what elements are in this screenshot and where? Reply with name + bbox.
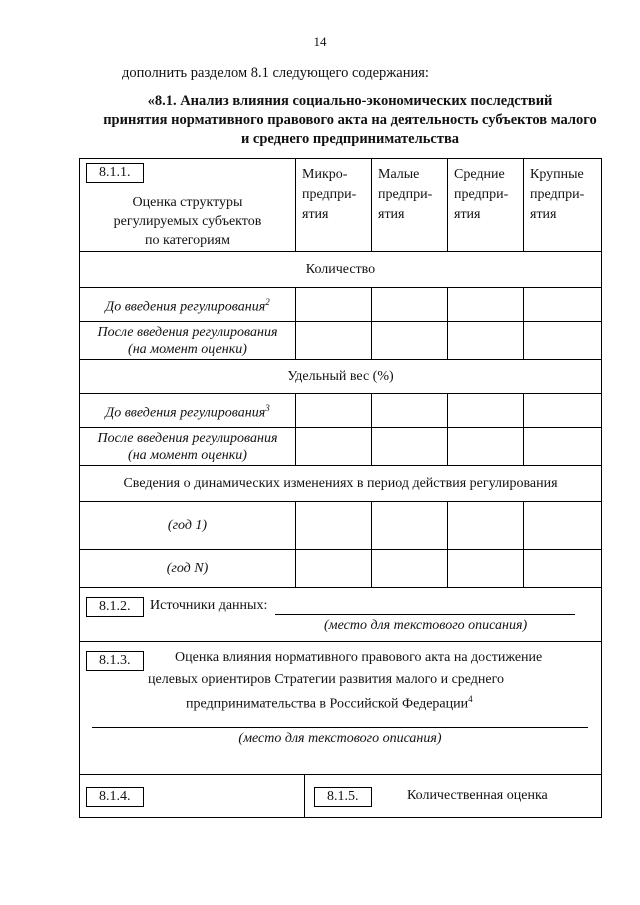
data-cell[interactable] bbox=[296, 394, 372, 428]
data-cell[interactable] bbox=[524, 394, 602, 428]
section-title bbox=[80, 92, 620, 149]
code-box: 8.1.3. bbox=[86, 651, 144, 671]
code-box: 8.1.1. bbox=[86, 163, 144, 183]
data-cell[interactable] bbox=[448, 428, 524, 466]
row-label-text: До введения регулирования bbox=[105, 405, 266, 421]
sources-row bbox=[80, 588, 602, 642]
column-header-line: предпри- bbox=[454, 187, 509, 202]
sources-placeholder: (место для текстового описания) bbox=[324, 618, 528, 633]
header-label-cell bbox=[80, 159, 296, 252]
column-header-line: Крупные bbox=[530, 167, 584, 182]
column-header-medium bbox=[448, 159, 524, 252]
column-header-small bbox=[372, 159, 448, 252]
impact-placeholder: (место для текстового описания) bbox=[238, 731, 442, 746]
data-cell[interactable] bbox=[524, 288, 602, 322]
data-cell[interactable] bbox=[524, 502, 602, 550]
sources-label: Источники данных: bbox=[150, 598, 268, 613]
row-label-line: (на момент оценки) bbox=[128, 447, 247, 463]
impact-text-line: целевых ориентиров Стратегии развития малого и среднего bbox=[148, 672, 505, 687]
data-cell[interactable] bbox=[524, 322, 602, 360]
sources-input-line[interactable] bbox=[275, 614, 575, 615]
row-label-after-2 bbox=[80, 428, 296, 466]
row-label-line: После введения регулирования bbox=[97, 430, 278, 446]
column-header-line: предпри- bbox=[378, 187, 433, 202]
quantitative-label: Количественная оценка bbox=[407, 788, 548, 803]
header-label-line: регулируемых субъектов bbox=[113, 214, 262, 229]
header-label-line: по категориям bbox=[145, 233, 230, 248]
impact-text: предпринимательства в Российской Федерации bbox=[186, 696, 469, 712]
data-cell[interactable] bbox=[448, 288, 524, 322]
title-line: принятия нормативного правового акта на деятельность субъектов малого bbox=[103, 112, 597, 128]
table-row bbox=[80, 322, 602, 360]
data-cell[interactable] bbox=[296, 502, 372, 550]
data-cell[interactable] bbox=[372, 288, 448, 322]
column-header-line: ятия bbox=[302, 207, 329, 222]
data-cell[interactable] bbox=[372, 322, 448, 360]
impact-input-line[interactable] bbox=[92, 727, 588, 728]
data-cell[interactable] bbox=[296, 288, 372, 322]
row-label-after-1 bbox=[80, 322, 296, 360]
data-cell[interactable] bbox=[448, 502, 524, 550]
data-cell[interactable] bbox=[372, 550, 448, 588]
column-header-line: ятия bbox=[378, 207, 405, 222]
column-header-line: ятия bbox=[530, 207, 557, 222]
footnote-mark: 3 bbox=[265, 402, 270, 413]
data-cell[interactable] bbox=[372, 502, 448, 550]
column-header-line: ятия bbox=[454, 207, 481, 222]
row-label-line: (на момент оценки) bbox=[128, 341, 247, 357]
table-row bbox=[80, 550, 602, 588]
row-label-before-2 bbox=[80, 394, 296, 428]
row-label-year-1: (год 1) bbox=[80, 502, 296, 550]
column-header-micro bbox=[296, 159, 372, 252]
bottom-row bbox=[80, 775, 602, 818]
code-box: 8.1.2. bbox=[86, 597, 144, 617]
title-line: «8.1. Анализ влияния социально-экономических последствий bbox=[147, 93, 553, 109]
data-cell[interactable] bbox=[448, 550, 524, 588]
data-cell[interactable] bbox=[372, 394, 448, 428]
section-share: Удельный вес (%) bbox=[80, 360, 602, 394]
intro-text: дополнить разделом 8.1 следующего содержания: bbox=[122, 65, 429, 81]
header-label-line: Оценка структуры bbox=[132, 195, 243, 210]
row-label-before-1 bbox=[80, 288, 296, 322]
header-row bbox=[80, 159, 602, 252]
title-line: и среднего предпринимательства bbox=[240, 131, 460, 147]
footnote-mark: 2 bbox=[265, 296, 270, 307]
impact-row bbox=[80, 642, 602, 775]
column-header-line: Микро- bbox=[302, 167, 348, 182]
column-divider bbox=[304, 775, 305, 817]
row-label-year-n: (год N) bbox=[80, 550, 296, 588]
column-header-line: предпри- bbox=[530, 187, 585, 202]
column-header-large bbox=[524, 159, 602, 252]
column-header-line: Средние bbox=[454, 167, 505, 182]
table-row bbox=[80, 394, 602, 428]
data-cell[interactable] bbox=[524, 428, 602, 466]
column-header-line: Малые bbox=[378, 167, 420, 182]
section-quantity: Количество bbox=[80, 252, 602, 288]
row-label-text: До введения регулирования bbox=[105, 299, 266, 315]
assessment-table bbox=[79, 158, 602, 818]
footnote-mark: 4 bbox=[468, 694, 473, 704]
data-cell[interactable] bbox=[296, 550, 372, 588]
impact-text-line: Оценка влияния нормативного правового акта на достижение bbox=[175, 650, 543, 665]
table-row bbox=[80, 428, 602, 466]
table-row bbox=[80, 502, 602, 550]
code-box: 8.1.4. bbox=[86, 787, 144, 807]
data-cell[interactable] bbox=[524, 550, 602, 588]
data-cell[interactable] bbox=[448, 394, 524, 428]
data-cell[interactable] bbox=[296, 428, 372, 466]
column-header-line: предпри- bbox=[302, 187, 357, 202]
table-row bbox=[80, 288, 602, 322]
impact-text-line bbox=[186, 694, 473, 713]
row-label-line: После введения регулирования bbox=[97, 324, 278, 340]
data-cell[interactable] bbox=[448, 322, 524, 360]
data-cell[interactable] bbox=[372, 428, 448, 466]
code-box: 8.1.5. bbox=[314, 787, 372, 807]
data-cell[interactable] bbox=[296, 322, 372, 360]
page-number: 14 bbox=[313, 34, 327, 49]
section-dynamics: Сведения о динамических изменениях в период действия регулирования bbox=[80, 466, 602, 502]
